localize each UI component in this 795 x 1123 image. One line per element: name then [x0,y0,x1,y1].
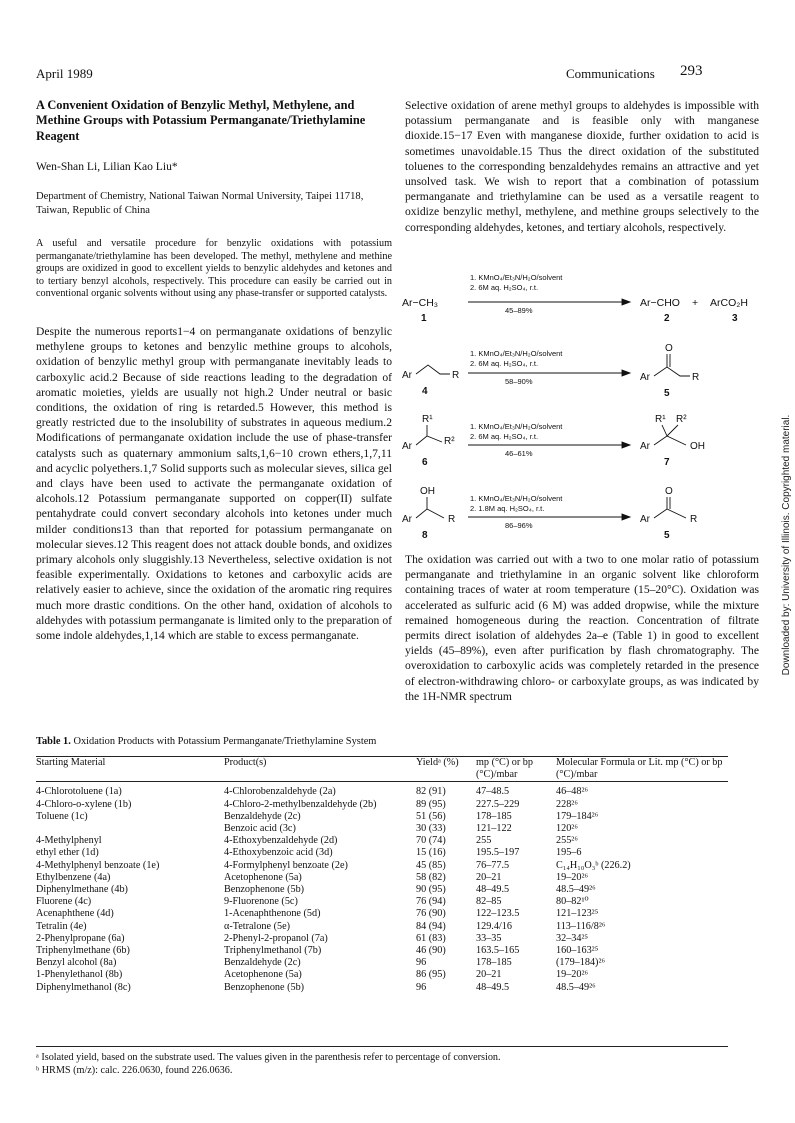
table-row [36,957,728,969]
table-cell: 82 (91) [416,786,446,798]
rxn3-r1: R¹ [422,414,433,425]
rxn4-prod-bonds [654,509,686,518]
table-cell: 30 (33) [416,823,446,835]
table-cell: 76 (94) [416,896,446,908]
table-cell: (179–184)²⁶ [556,957,606,969]
rxn2-prod-num: 5 [664,388,670,399]
table-row [36,811,728,823]
table-row [36,799,728,811]
rxn3-yield: 46–61% [505,449,533,458]
rxn2-start-bonds [416,365,450,374]
rxn3-start-bonds [416,436,442,445]
rxn4-start-bonds [416,509,444,518]
table-cell: 160–163²⁵ [556,945,599,957]
table-cell: 178–185 [476,957,512,969]
table-row [36,982,728,994]
table-cell: 19–20²⁶ [556,871,589,883]
header-date: April 1989 [36,66,93,81]
rxn4-arrowhead [622,514,630,520]
table-header-row [36,757,728,782]
article-authors: Wen-Shan Li, Lilian Kao Liu* [36,160,178,173]
table-cell: 129.4/16 [476,920,512,932]
table-cell: 89 (95) [416,798,446,810]
rxn3-ar: Ar [402,441,412,452]
article-title: A Convenient Oxidation of Benzylic Methyl, Methylene, and Methine Groups with Potassium Permanganate/Triethylamine Reagent [36,98,366,143]
table-cell: 46 (90) [416,945,446,957]
table-caption [36,736,376,747]
table-cell [36,823,224,835]
rxn4-yield: 86–96% [505,521,533,530]
table-cell: 121–122 [476,823,512,835]
table-cell: 48–49.5 [476,884,510,896]
table-row [36,872,728,884]
table-cell: 84 (94) [416,920,446,932]
rxn4-ar: Ar [402,514,412,525]
th-starting-material: Starting Material [36,757,224,782]
table-row [36,860,728,872]
table-cell: 2-Phenyl-2-propanol (7a) [224,932,328,944]
table-cell: 61 (83) [416,932,446,944]
download-watermark: Downloaded by: University of Illinois. Copyrighted material. [781,414,792,676]
table-row [36,823,728,835]
page-number: 293 [680,63,703,79]
table-row [36,884,728,896]
rxn1-prod-num: 2 [664,313,670,324]
table-row [36,945,728,957]
table-cell: 121–123²⁵ [556,908,599,920]
rxn2-prod-bonds [654,367,690,376]
table-cell: α-Tetralone (5e) [224,920,290,932]
rxn2-arrowhead [622,370,630,376]
table-cell: 9-Fluorenone (5c) [224,896,298,908]
table-cell: 20–21 [476,871,502,883]
table-cell: 2-Phenylpropane (6a) [36,932,125,944]
th-formula: Molecular Formula or Lit. mp (°C) or bp (°C)/mbar [556,757,728,782]
table-cell: 255 [476,835,492,847]
right-column-body: The oxidation was carried out with a two to one molar ratio of potassium permanganate and triethylamine in an organic solvent like chloroform containing traces of water at room temperature (15–20°C). Oxidation was accelerated as sulfuric acid (6 M) was added dropwise, while the mixture remained homogeneous during the reaction. Concentration of filtrate permits direct isolation of aldehydes 2a–e (Table 1) in good to excellent yields (45–89%), even after purification by flash chromatography. The overoxidation to carboxylic acids was completely retarded in the presence of electron-withdrawing chloro- or carboxylate groups, as was indicated by the 1H-NMR spectrum [405,553,759,703]
rxn3-prod-r1: R¹ [655,414,666,425]
rxn1-plus: + [692,297,699,309]
header-section: Communications [566,66,655,81]
table-cell: 48.5–49²⁶ [556,981,596,993]
table-cell: 4-Formylphenyl benzoate (2e) [224,859,348,871]
table-cell: 15 (16) [416,847,446,859]
table-cell: Fluorene (4c) [36,896,92,908]
rxn4-oh: OH [420,486,435,497]
table-cell: Benzyl alcohol (8a) [36,957,117,969]
table-cell: 76–77.5 [476,859,510,871]
rxn3-prod-num: 7 [664,457,670,468]
table-cell: Benzophenone (5b) [224,884,305,896]
rxn2-r: R [452,370,460,381]
rxn3-prod-r1-bond [662,425,667,436]
table-cell: 4-Ethoxybenzaldehyde (2d) [224,835,338,847]
table-cell: 4-Chloro-o-xylene (1b) [36,798,132,810]
table-row [36,782,728,799]
table-cell: 20–21 [476,969,502,981]
table-cell: 178–185 [476,810,512,822]
rxn1-cond1: 1. KMnO₄/Et₃N/H₂O/solvent [470,273,563,282]
table-cell: 1-Acenaphthenone (5d) [224,908,321,920]
table-cell: 4-Chlorotoluene (1a) [36,786,122,798]
article-affiliation: Department of Chemistry, National Taiwan Normal University, Taipei 11718, Taiwan, Republic of China [36,191,364,216]
rxn4-prod-r: R [690,514,698,525]
table-cell: 4-Methylphenyl benzoate (1e) [36,859,160,871]
table-cell: Tetralin (4e) [36,920,87,932]
table-cell: 4-Methylphenyl [36,835,102,847]
rxn1-cond2: 2. 6M aq. H₂SO₄, r.t. [470,283,539,292]
rxn1-prod2: ArCO₂H [710,297,748,309]
rxn3-prod-r2: R² [676,414,687,425]
table-cell: 195.5–197 [476,847,520,859]
table-row [36,933,728,945]
table-cell: 195–6 [556,847,582,859]
article-abstract: A useful and versatile procedure for benzylic oxidations with potassium permanganate/triethylamine has been developed. The methyl, methylene and methine groups are oxidized in good to excellent yields to benzylic aldehydes and ketones and to tertiary benzyl alcohols, respectively. This procedure can easily be carried out in conventional organic solvents without using any phase-transfer or supported catalysts. [36,238,392,300]
table-cell: Benzaldehyde (2c) [224,810,301,822]
table-cell: C₁₄H₁₀O₃ᵇ (226.2) [556,859,631,871]
table-cell: 228²⁶ [556,798,578,810]
table-row [36,969,728,981]
right-column-intro: Selective oxidation of arene methyl groups to aldehydes is impossible with potassium permanganate and is feasible only with manganese dioxide.15−17 Even with manganese dioxide, further oxidation to acid is sometimes unavoidable.15 Thus the direct oxidation of the substituted toluenes to the corresponding benzaldehydes remains an attractive and yet unsolved task. We wish to report that a combination of potassium permanganate and triethylamine can be used as a versatile reagent to oxidize benzylic methyl, methylene, and methine groups selectively to the corresponding aldehydes, ketones, and tertiary alcohols, respectively. [405,99,759,234]
rxn1-start: Ar−CH₃ [402,297,439,309]
rxn3-prod-bonds [654,436,686,445]
th-mp-bp: mp (°C) or bp (°C)/mbar [476,757,556,782]
table-cell: Acetophenone (5a) [224,871,302,883]
table-cell: 4-Ethoxybenzoic acid (3d) [224,847,333,859]
rxn4-prod-num: 5 [664,530,670,541]
table-cell: 113–116/8²⁶ [556,920,606,932]
table-cell: 70 (74) [416,835,446,847]
table-cell: Benzophenone (5b) [224,981,305,993]
table-cell: 47–48.5 [476,786,510,798]
table-row [36,835,728,847]
table-cell: 76 (90) [416,908,446,920]
rxn1-arrowhead [622,299,630,305]
table-cell: 96 [416,957,427,969]
table-caption-text: Oxidation Products with Potassium Permanganate/Triethylamine System [73,736,377,747]
table-cell: 96 [416,981,427,993]
table-cell: Benzaldehyde (2c) [224,957,301,969]
table-cell: 120²⁶ [556,823,578,835]
results-table [36,756,728,994]
table-cell: 90 (95) [416,884,446,896]
table-cell: 4-Chlorobenzaldehyde (2a) [224,786,336,798]
rxn3-r2: R² [444,436,455,447]
table-cell: 19–20²⁶ [556,969,589,981]
rxn1-prod2-num: 3 [732,313,738,324]
table-cell: 179–184²⁶ [556,810,599,822]
table-cell: 227.5–229 [476,798,520,810]
table-cell: Triphenylmethane (6b) [36,945,130,957]
rxn1-prod: Ar−CHO [640,297,680,309]
rxn3-arrowhead [622,442,630,448]
table-cell: 46–48²⁶ [556,786,589,798]
rxn3-prod-oh: OH [690,441,705,452]
table-caption-label: Table 1. [36,736,71,747]
rxn4-r: R [448,514,456,525]
footnote-b: ᵇ HRMS (m/z): calc. 226.0630, found 226.0636. [36,1065,233,1076]
table-cell: 48.5–49²⁶ [556,884,596,896]
table-cell: 122–123.5 [476,908,520,920]
th-products: Product(s) [224,757,416,782]
table-cell: 48–49.5 [476,981,510,993]
left-column-body: Despite the numerous reports1−4 on permanganate oxidations of benzylic methylene groups to ketones and benzylic methine groups to alcohols, oxidation of benzylic methyl group with permanganate inevitably leads to carboxylic acid.2 Because of side reactions leading to the degradation of aromatic moieties, yields are usually not high.2 Under neutral or basic conditions, the oxidation of ring is retarded.5 However, this method is greatly restricted due to the insolubility of substrates in aqueous medium.2 Modifications of permanganate oxidation include the use of phase-transfer catalysts such as quaternary ammonium salts,1,6−10 crown ethers,1,7,11 and acyclic polyethers.1,7 Solid supports such as molecular sieves, silica gel and clays have been used to activate the permanganate oxidation of alcohols.12 Potassium permanganate supported on copper(II) sulfate pentahydrate could convert secondary alcohols into ketones under much milder conditions13 than that reported for potassium permanganate on molecular sieves.12 This reagent does not attack double bonds, and oxidizes primary alcohols only sluggishly.13 Nevertheless, selective oxidation is not feasible experimentally. Oxidations to ketones and carboxylic acids are relatively easier to achieve, since the oxidation of the aromatic ring requires much more drastic conditions. On the other hand, oxidation of alcohols to aldehydes with potassium permanganate is limited only to the preparation of some indole aldehydes,1,14 which are stable to excess permanganate. [36,325,392,643]
table-cell: 1-Phenylethanol (8b) [36,969,123,981]
table-cell: 4-Chloro-2-methylbenzaldehyde (2b) [224,798,377,810]
rxn1-yield: 45–89% [505,306,533,315]
table-cell: 58 (82) [416,871,446,883]
rxn4-cond2: 2. 1.8M aq. H₂SO₄, r.t. [470,504,545,513]
rxn4-cond1: 1. KMnO₄/Et₃N/H₂O/solvent [470,494,563,503]
table-cell: ethyl ether (1d) [36,847,99,859]
footnote-a: ᵃ Isolated yield, based on the substrate used. The values given in the parenthesis refer to percentage of conversion. [36,1052,501,1063]
rxn2-ar: Ar [402,370,412,381]
rxn4-prod-ar: Ar [640,514,650,525]
table-row [36,847,728,859]
table-cell: 86 (95) [416,969,446,981]
rxn1-start-num: 1 [421,313,427,324]
table-cell: Triphenylmethanol (7b) [224,945,322,957]
rxn3-cond2: 2. 6M aq. H₂SO₄, r.t. [470,432,539,441]
reaction-scheme [400,272,770,544]
table-cell: Acenaphthene (4d) [36,908,114,920]
table-row [36,921,728,933]
table-cell: 45 (85) [416,859,446,871]
rxn2-o: O [665,343,673,354]
table-cell: Ethylbenzene (4a) [36,871,111,883]
th-yield: Yieldᵃ (%) [416,757,476,782]
rxn4-start-num: 8 [422,530,428,541]
table-cell: Benzoic acid (3c) [224,823,296,835]
rxn3-prod-ar: Ar [640,441,650,452]
rxn2-yield: 58–90% [505,377,533,386]
rxn4-o: O [665,486,673,497]
table-row [36,896,728,908]
rxn2-cond2: 2. 6M aq. H₂SO₄, r.t. [470,359,539,368]
rxn2-cond1: 1. KMnO₄/Et₃N/H₂O/solvent [470,349,563,358]
rxn2-prod-r: R [692,372,700,383]
table-cell: 255²⁶ [556,835,578,847]
table-cell: 51 (56) [416,810,446,822]
table-cell: Toluene (1c) [36,810,88,822]
table-row [36,908,728,920]
rxn3-prod-r2-bond [667,425,678,436]
table-cell: Diphenylmethane (4b) [36,884,128,896]
table-cell: 163.5–165 [476,945,520,957]
rxn2-prod-ar: Ar [640,372,650,383]
rxn3-start-num: 6 [422,457,428,468]
table-cell: Diphenylmethanol (8c) [36,981,131,993]
table-body [36,782,728,994]
table-cell: Acetophenone (5a) [224,969,302,981]
table-cell: 82–85 [476,896,502,908]
table-cell: 33–35 [476,932,502,944]
table-cell: 32–34²⁵ [556,932,589,944]
rxn3-cond1: 1. KMnO₄/Et₃N/H₂O/solvent [470,422,563,431]
table-bottom-rule [36,1046,728,1047]
table-cell: 80–82¹⁰ [556,896,589,908]
rxn2-start-num: 4 [422,386,428,397]
